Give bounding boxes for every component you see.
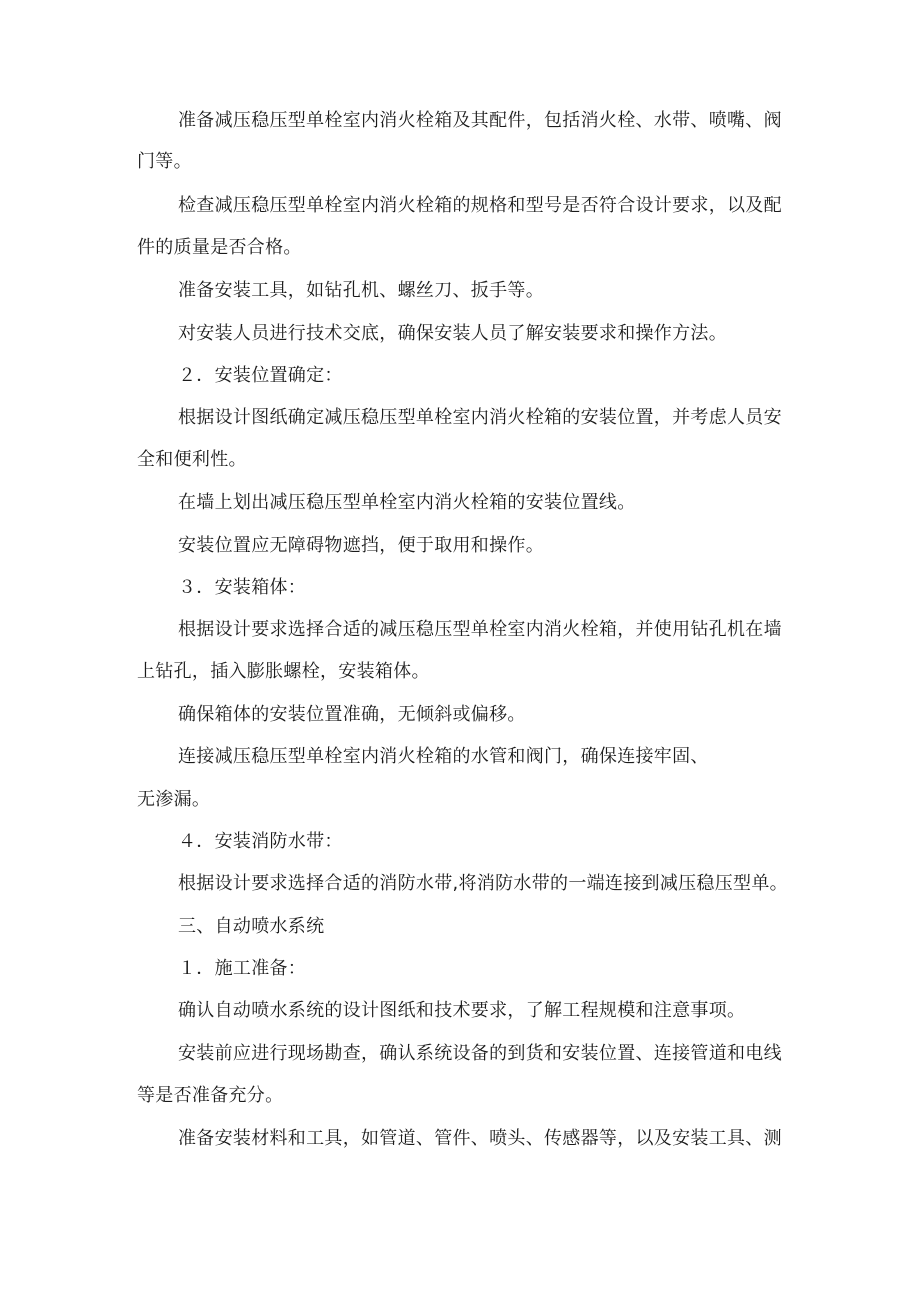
section-heading: ３．安装箱体：: [178, 577, 307, 598]
paragraph-line: 准备安装材料和工具，如管道、管件、喷头、传感器等，以及安装工具、测: [178, 1128, 782, 1149]
paragraph-line: 全和便利性。: [137, 449, 247, 470]
paragraph-line: 根据设计图纸确定减压稳压型单栓室内消火栓箱的安装位置，并考虑人员安: [178, 407, 782, 428]
paragraph-line: 上钻孔，插入膨胀螺栓，安装箱体。: [137, 661, 430, 682]
section-heading: ２．安装位置确定：: [178, 365, 343, 386]
section-heading: ４．安装消防水带：: [178, 831, 343, 852]
paragraph-line: 无渗漏。: [137, 789, 211, 810]
paragraph-line: 确保箱体的安装位置准确，无倾斜或偏移。: [178, 704, 526, 725]
paragraph-line: 在墙上划出减压稳压型单栓室内消火栓箱的安装位置线。: [178, 492, 636, 513]
paragraph-line: 对安装人员进行技术交底，确保安装人员了解安装要求和操作方法。: [178, 323, 727, 344]
paragraph-line: 连接减压稳压型单栓室内消火栓箱的水管和阀门，确保连接牢固、: [178, 746, 709, 767]
paragraph-line: 根据设计要求选择合适的消防水带,将消防水带的一端连接到减压稳压型单。: [178, 873, 788, 894]
paragraph-line: 确认自动喷水系统的设计图纸和技术要求，了解工程规模和注意事项。: [178, 1000, 746, 1021]
paragraph-line: 安装位置应无障碍物遮挡，便于取用和操作。: [178, 535, 544, 556]
paragraph-line: 等是否准备充分。: [137, 1085, 284, 1106]
section-heading: 三、自动喷水系统: [178, 916, 325, 937]
section-heading: １．施工准备：: [178, 958, 307, 979]
paragraph-line: 检查减压稳压型单栓室内消火栓箱的规格和型号是否符合设计要求，以及配: [178, 195, 782, 216]
paragraph-line: 件的质量是否合格。: [137, 237, 302, 258]
paragraph-line: 安装前应进行现场勘查，确认系统设备的到货和安装位置、连接管道和电线: [178, 1043, 782, 1064]
paragraph-line: 准备减压稳压型单栓室内消火栓箱及其配件，包括消火栓、水带、喷嘴、阀: [178, 110, 782, 131]
paragraph-line: 根据设计要求选择合适的减压稳压型单栓室内消火栓箱，并使用钻孔机在墙: [178, 619, 782, 640]
paragraph-line: 准备安装工具，如钻孔机、螺丝刀、扳手等。: [178, 280, 544, 301]
paragraph-line: 门等。: [137, 151, 192, 172]
